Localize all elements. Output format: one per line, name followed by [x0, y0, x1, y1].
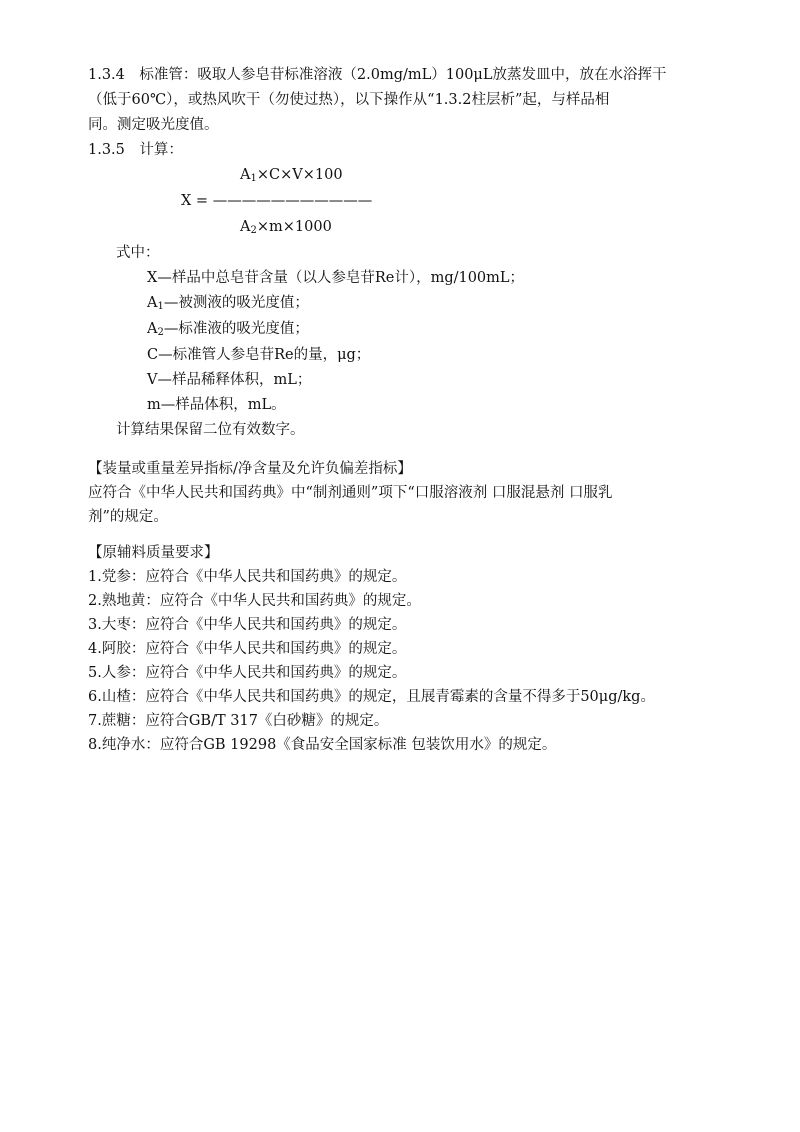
material-item: 1.党参：应符合《中华人民共和国药典》的规定。 [88, 569, 407, 585]
material-item: 2.熟地黄：应符合《中华人民共和国药典》的规定。 [88, 593, 421, 609]
materials-heading: 【原辅料质量要求】 [88, 545, 219, 561]
section-1-3-5-heading: 1.3.5 计算： [88, 142, 183, 158]
precision-note: 计算结果保留二位有效数字。 [116, 422, 305, 438]
definition-c: C—标准管人参皂苷Re的量，μg； [147, 347, 371, 363]
formula-numerator: $A_1\times C\times V\times 100$ [240, 167, 343, 184]
material-item: 4.阿胶：应符合《中华人民共和国药典》的规定。 [88, 641, 407, 657]
formula-denominator: $A_2\times m\times 1000$ [240, 219, 332, 236]
section-1-3-4-line-2: （低于60℃），或热风吹干（勿使过热），以下操作从“1.3.2柱层析”起，与样品相 [88, 92, 610, 108]
formula-fraction-line: X = ——————————— [181, 193, 373, 209]
definition-a2: $A_2—$标准液的吸光度值； [147, 321, 309, 338]
material-item: 5.人参：应符合《中华人民共和国药典》的规定。 [88, 665, 407, 681]
fill-section-heading: 【装量或重量差异指标/净含量及允许负偏差指标】 [88, 461, 412, 477]
section-1-3-4-line-3: 同。测定吸光度值。 [88, 117, 219, 133]
definition-v: V—样品稀释体积，mL； [147, 372, 312, 388]
definition-x: X—样品中总皂苷含量（以人参皂苷Re计），mg/100mL； [147, 270, 525, 286]
definition-m: m—样品体积，mL。 [147, 397, 286, 413]
definitions-intro: 式中： [116, 245, 160, 261]
definition-a1: $A_1—$被测液的吸光度值； [147, 295, 309, 312]
section-1-3-4-line-1: 1.3.4 标准管：吸取人参皂苷标准溶液（2.0mg/mL）100μL放蒸发皿中，放在水浴挥干 [88, 67, 667, 83]
fill-section-line-1: 应符合《中华人民共和国药典》中“制剂通则”项下“口服溶液剂 口服混悬剂 口服乳 [88, 485, 613, 501]
material-item: 3.大枣：应符合《中华人民共和国药典》的规定。 [88, 617, 407, 633]
material-item: 8.纯净水：应符合GB 19298《食品安全国家标准 包装饮用水》的规定。 [88, 737, 557, 753]
material-item: 6.山楂：应符合《中华人民共和国药典》的规定，且展青霉素的含量不得多于50μg/kg。 [88, 689, 655, 705]
fill-section-line-2: 剂”的规定。 [88, 509, 168, 525]
material-item: 7.蔗糖：应符合GB/T 317《白砂糖》的规定。 [88, 713, 389, 729]
